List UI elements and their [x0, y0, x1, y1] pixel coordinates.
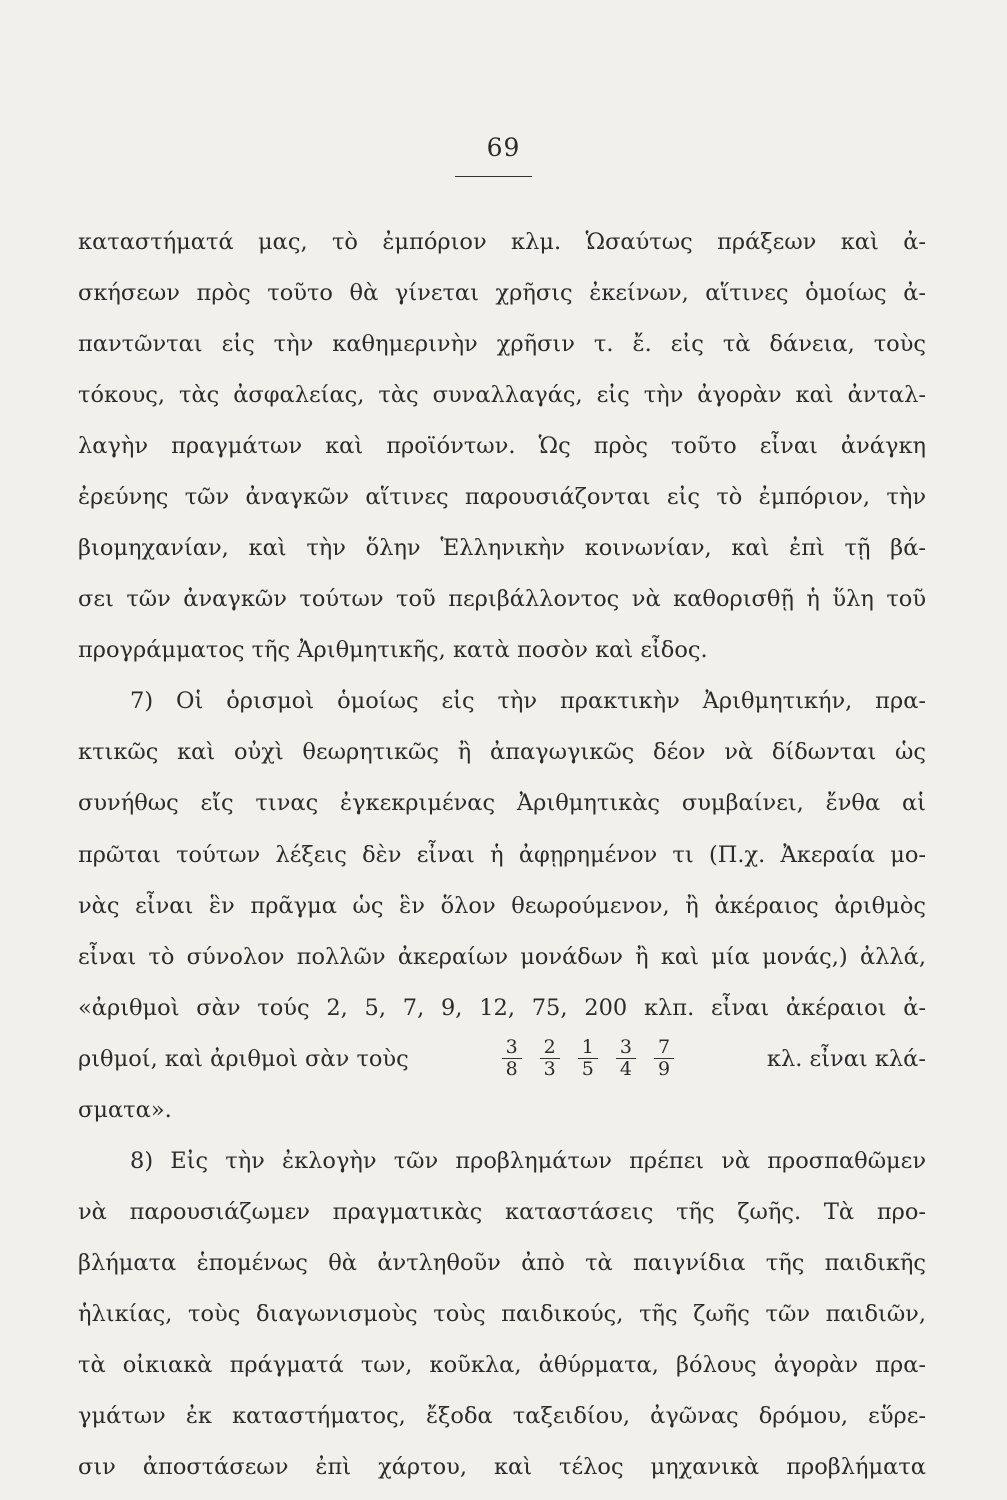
fraction — [540, 1037, 560, 1080]
text-line: παντῶνται εἰς τὴν καθημερινὴν χρῆσιν τ. ἔ. εἰς τὰ δάνεια, τοὺς — [78, 331, 926, 358]
text-line: βιομηχανίαν, καὶ τὴν ὅλην Ἑλληνικὴν κοινωνίαν, καὶ ἐπὶ τῇ βά- — [78, 535, 926, 562]
fraction — [654, 1037, 674, 1080]
fraction-numerator: 3 — [616, 1037, 636, 1059]
fraction-line — [78, 1029, 926, 1089]
text-line: νὰ παρουσιάζωμεν πραγματικὰς καταστάσεις τῆς ζωῆς. Τὰ προ- — [78, 1198, 926, 1225]
fraction-line-before: ριθμοί, καὶ ἀριθμοὶ σὰν τοὺς — [78, 1045, 409, 1072]
text-line: πρῶται τούτων λέξεις δὲν εἶναι ἡ ἀφῃρημένον τι (Π.χ. Ἀκεραία μο- — [78, 841, 926, 868]
text-line: σιν ἀποστάσεων ἐπὶ χάρτου, καὶ τέλος μηχανικὰ προβλήματα — [78, 1454, 926, 1480]
text-line: σκήσεων πρὸς τοῦτο θὰ γίνεται χρῆσις ἐκείνων, αἵτινες ὁμοίως ἀ- — [78, 280, 926, 307]
fraction-numerator: 1 — [578, 1037, 598, 1059]
fraction — [616, 1037, 636, 1080]
page-number-rule — [455, 176, 532, 177]
text-line: εἶναι τὸ σύνολον πολλῶν ἀκεραίων μονάδων ἢ καὶ μία μονάς,) ἀλλά, — [78, 943, 926, 970]
text-line: βλήματα ἑπομένως θὰ ἀντληθοῦν ἀπὸ τὰ παιγνίδια τῆς παιδικῆς — [78, 1249, 926, 1276]
text-line: γμάτων ἐκ καταστήματος, ἔξοδα ταξειδίου, ἀγῶνας δρόμου, εὕρε- — [78, 1402, 926, 1429]
fraction-numerator: 7 — [654, 1037, 674, 1059]
text-line: νὰς εἶναι ἓν πρᾶγμα ὡς ἓν ὅλον θεωρούμενον, ἢ ἀκέραιος ἀριθμὸς — [78, 892, 926, 919]
text-line: ἡλικίας, τοὺς διαγωνισμοὺς τοὺς παιδικούς, τῆς ζωῆς τῶν παιδιῶν, — [78, 1300, 926, 1327]
page-number: 69 — [486, 133, 521, 162]
fraction-denominator: 3 — [543, 1058, 556, 1081]
text-line: σει τῶν ἀναγκῶν τούτων τοῦ περιβάλλοντος νὰ καθορισθῇ ἡ ὕλη τοῦ — [78, 586, 926, 613]
text-line-indented: 8) Εἰς τὴν ἐκλογὴν τῶν προβλημάτων πρέπει νὰ προσπαθῶμεν — [130, 1147, 926, 1174]
fraction — [578, 1037, 598, 1080]
text-line: τόκους, τὰς ἀσφαλείας, τὰς συναλλαγάς, εἰς τὴν ἀγορὰν καὶ ἀνταλ- — [78, 382, 926, 409]
text-line: σματα». — [78, 1096, 172, 1123]
text-line: συνήθως εἴς τινας ἐγκεκριμένας Ἀριθμητικὰς συμβαίνει, ἔνθα αἱ — [78, 790, 926, 817]
fraction-numerator: 3 — [502, 1037, 522, 1059]
fraction-line-after: κλ. εἶναι κλά- — [766, 1045, 926, 1072]
text-line: λαγὴν πραγμάτων καὶ προϊόντων. Ὡς πρὸς τοῦτο εἶναι ἀνάγκη — [78, 433, 926, 460]
fraction-denominator: 9 — [657, 1058, 671, 1081]
text-line: προγράμματος τῆς Ἀριθμητικῆς, κατὰ ποσὸν καὶ εἶδος. — [78, 637, 708, 664]
fraction — [502, 1037, 522, 1080]
fraction-denominator: 8 — [505, 1058, 518, 1081]
fraction-group — [493, 1037, 683, 1080]
text-line: ἐρεύνης τῶν ἀναγκῶν αἵτινες παρουσιάζονται εἰς τὸ ἐμπόριον, τὴν — [78, 484, 926, 511]
text-line-indented: 7) Οἱ ὁρισμοὶ ὁμοίως εἰς τὴν πρακτικὴν Ἀριθμητικήν, πρα- — [130, 688, 926, 715]
fraction-denominator: 4 — [619, 1058, 632, 1081]
text-line: «ἀριθμοὶ σὰν τούς 2, 5, 7, 9, 12, 75, 200 κλπ. εἶναι ἀκέραιοι ἀ- — [78, 994, 926, 1021]
text-line: κτικῶς καὶ οὐχὶ θεωρητικῶς ἢ ἀπαγωγικῶς δέον νὰ δίδωνται ὡς — [78, 739, 926, 766]
text-line: τὰ οἰκιακὰ πράγματά των, κοῦκλα, ἀθύρματα, βόλους ἀγορὰν πρα- — [78, 1351, 926, 1378]
text-line: καταστήματά μας, τὸ ἐμπόριον κλμ. Ὡσαύτως πράξεων καὶ ἀ- — [78, 229, 926, 255]
fraction-numerator: 2 — [540, 1037, 560, 1059]
fraction-denominator: 5 — [581, 1058, 594, 1081]
